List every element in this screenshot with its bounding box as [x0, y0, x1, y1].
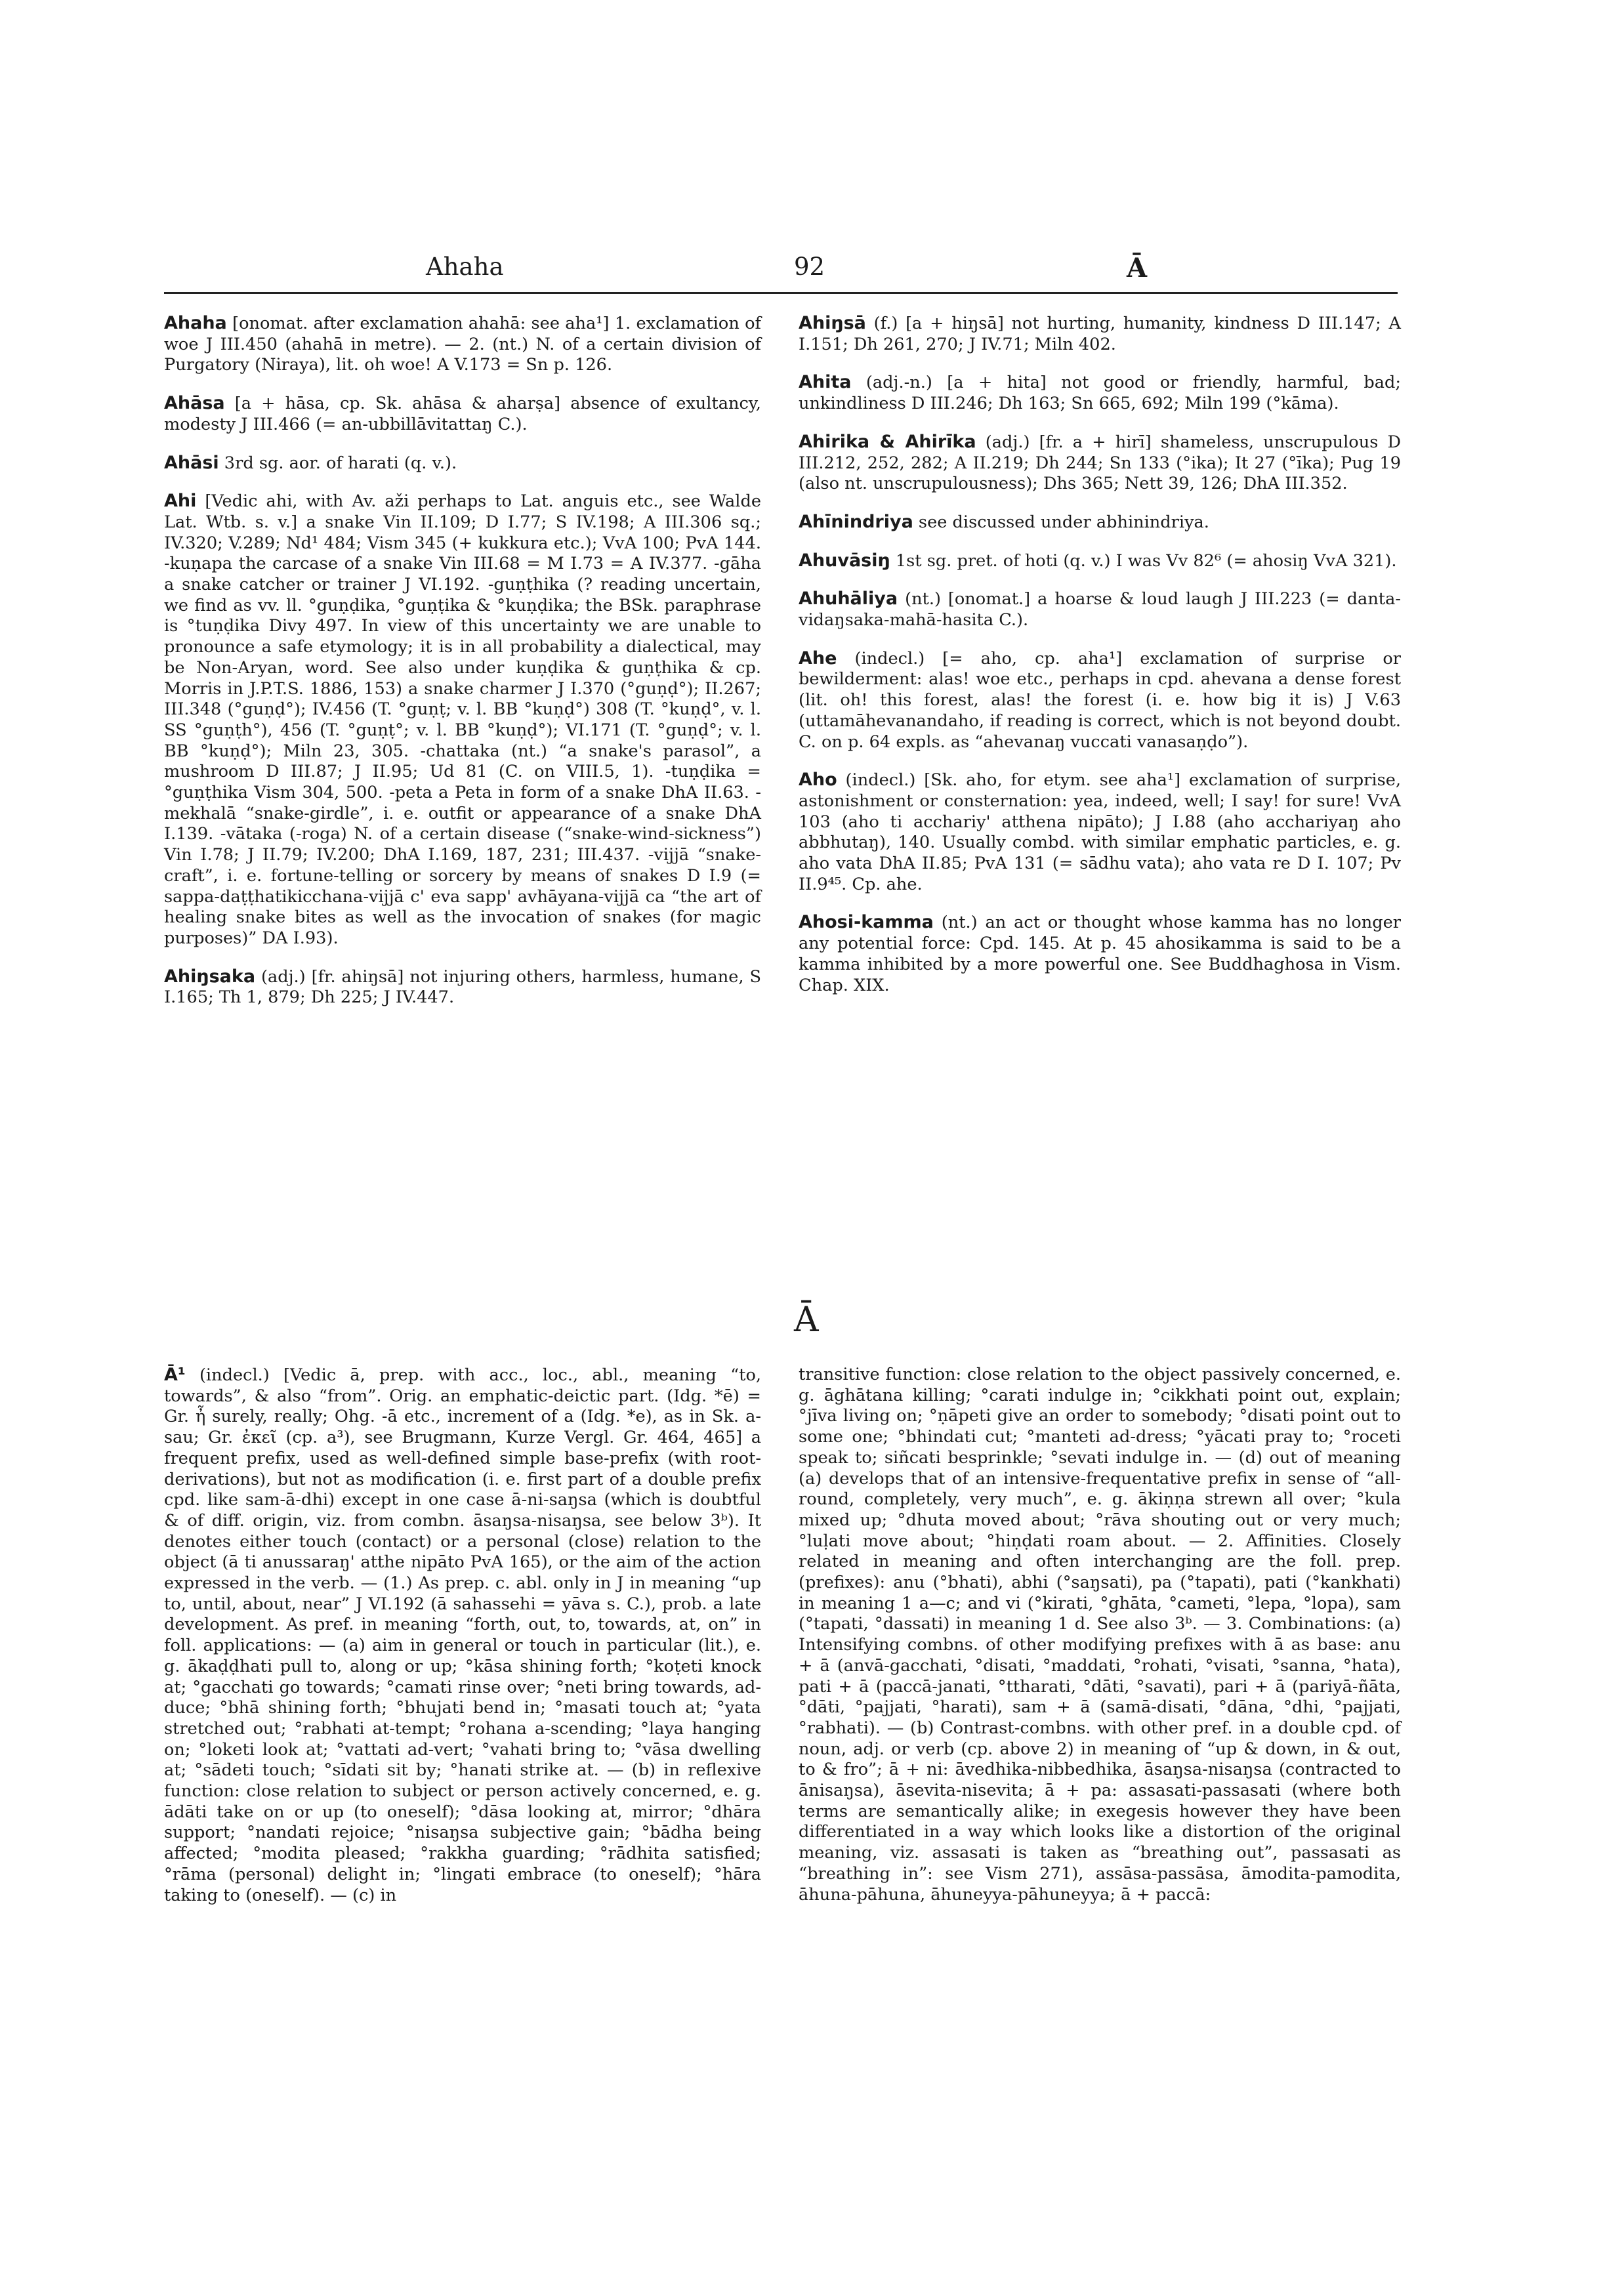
lower-left-column [164, 1365, 761, 1906]
header-rule [164, 292, 1398, 294]
entry-ahasa [164, 393, 761, 435]
entry-ahirika [799, 432, 1401, 495]
lower-right-column [799, 1365, 1401, 1905]
headword: Aho [799, 770, 837, 791]
headword: Ahita [799, 372, 852, 393]
entry-text: (adj.) [fr. a + hirī] shameless, unscrupulous D III.212, 252, 282; A II.219; Dh 244; Sn 133 (°ika); It 27 (°īka); Pug 19 (also nt. unscrupulousness); Dhs 365; Nett 39, 126; DhA III.352. [799, 432, 1401, 494]
entry-text: (nt.) [onomat.] a hoarse & loud laugh J III.223 (= danta-vidaŋsaka-mahā-hasita C.). [799, 589, 1401, 631]
entry-ahosi-kamma [799, 912, 1401, 996]
headword: Ahiŋsā [799, 313, 866, 333]
entry-a1-continued: transitive function: close relation to the object passively concerned, e. g. āghātana killing; °carati indulge in; °cikkhati point out, explain; °jīva living on; °ṇāpeti give an order to somebody; °disati point out to some one; °bhindati cut; °manteti ad-dress; °yācati pray to; °roceti speak to; siñcati besprinkle; °sevati indulge in. — (d) out of meaning (a) develops that of an intensive-frequentative prefix in sense of “all-round, completely, very much”, e. g. ākiṇṇa strewn all over; °kula mixed up; °dhuta moved about; °rāva shouting out or very much; °luḷati move about; °hiṇḍati roam about. — 2. Affinities. Closely related in meaning and often interchanging are the foll. prep. (prefixes): anu (°bhati), abhi (°saŋsati), pa (°tapati), pati (°kankhati) in meaning 1 a—c; and vi (°kirati, °ghāta, °cameti, °lepa, °lopa), sam (°tapati, °dassati) in meaning 1 d. See also 3ᵇ. — 3. Combinations: (a) Intensifying combns. of other modifying prefixes with ā as base: anu + ā (anvā-gacchati, °disati, °maddati, °rohati, °visati, °sanna, °hata), pati + ā (paccā-janati, °ttharati, °dāti, °savati), pari + ā (pariyā-ñāta, °dāti, °pajjati, °harati), sam + ā (samā-disati, °dāna, °dhi, °pajjati, °rabhati). — (b) Contrast-combns. with other pref. in a double cpd. of noun, adj. or verb (cp. above 2) in meaning of “up & down, in & out, to & fro”; ā + ni: āvedhika-nibbedhika, āsaŋsa-nisaŋsa (contracted to ānisaŋsa), āsevita-nisevita; ā + pa: assasati-passasati (where both terms are semantically alike; in exegesis however they have been differentiated in a way which looks like a distortion of the original meaning, viz. assasati is taken as “breathing out”, passasati as “breathing in”: see Vism 271), assāsa-passāsa, āmodita-pamodita, āhuna-pāhuna, āhuneyya-pāhuneyya; ā + paccā: [799, 1365, 1401, 1905]
entry-ahaha [164, 313, 761, 376]
entry-text: 1st sg. pret. of hoti (q. v.) I was Vv 82⁶ (= ahosiŋ VvA 321). [890, 550, 1397, 571]
headword: Ahi [164, 491, 197, 512]
headword: Ahīnindriya [799, 511, 913, 532]
upper-right-column [799, 313, 1401, 1013]
entry-text: [onomat. after exclamation ahahā: see aha¹] 1. exclamation of woe J III.450 (ahahā in metre). — 2. (nt.) N. of a certain division of Purgatory (Niraya), lit. oh woe! A V.173 = Sn p. 126. [164, 314, 761, 375]
headword: Ahe [799, 648, 837, 669]
entry-text: see discussed under abhinindriya. [913, 512, 1209, 532]
entry-aho [799, 770, 1401, 895]
entry-text: (nt.) an act or thought whose kamma has no longer any potential force: Cpd. 145. At p. 45 ahosikamma is said to be a kamma inhibited by a more powerful one. See Buddhaghosa in Vism. Chap. XIX. [799, 913, 1401, 995]
entry-ahinindriya [799, 512, 1401, 533]
headword: Ā¹ [164, 1365, 186, 1385]
entry-text: (f.) [a + hiŋsā] not hurting, humanity, kindness D III.147; A I.151; Dh 261, 270; J IV.71; Miln 402. [799, 314, 1401, 354]
entry-ahuhaliya [799, 589, 1401, 631]
headword: Ahuhāliya [799, 589, 898, 610]
page-number: 92 [794, 253, 825, 281]
running-head-left-word: Ahaha [426, 253, 504, 281]
entry-text: (adj.) [fr. ahiŋsā] not injuring others, harmless, humane, S I.165; Th 1, 879; Dh 225; J IV.447. [164, 966, 761, 1008]
headword: Ahuvāsiŋ [799, 550, 890, 571]
entry-text: 3rd sg. aor. of harati (q. v.). [219, 453, 457, 473]
entry-ahi [164, 491, 761, 949]
entry-ahuvasim [799, 550, 1401, 572]
section-letter-heading: Ā [794, 1300, 819, 1340]
upper-left-column [164, 313, 761, 1025]
entry-text: [a + hāsa, cp. Sk. ahāsa & aharṣa] absence of exultancy, modesty J III.466 (= an-ubbillāvitattaŋ C.). [164, 394, 761, 434]
entry-text: (indecl.) [Sk. aho, for etym. see aha¹] exclamation of surprise, astonishment or consternation: yea, indeed, well; I say! for sure! VvA 103 (aho ti acchariy' atthena nipāto); J I.88 (aho acchariyaŋ aho abbhutaŋ), 140. Usually combd. with similar emphatic particles, e. g. aho vata DhA II.85; PvA 131 (= sādhu vata); aho vata re D I. 107; Pv II.9⁴⁵. Cp. ahe. [799, 770, 1401, 894]
entry-ahita [799, 372, 1401, 414]
entry-ahasi [164, 453, 761, 474]
headword: Ahāsi [164, 452, 219, 473]
running-head-letter: Ā [1127, 253, 1148, 283]
headword: Ahosi-kamma [799, 912, 934, 933]
entry-ahe [799, 648, 1401, 753]
entry-ahimsa [799, 313, 1401, 355]
entry-ahimsaka [164, 966, 761, 1008]
entry-text: (indecl.) [= aho, cp. aha¹] exclamation of surprise or bewilderment: alas! woe etc., perhaps in cpd. ahevana a dense forest (lit. oh! this forest, alas! the forest (i. e. how big it is) J V.63 (uttamāhevanandaho, if reading is correct, which is not beyond doubt. C. on p. 64 expls. as “ahevanaŋ vuccati vanasaṇḍo”). [799, 648, 1401, 752]
entry-a1 [164, 1365, 761, 1906]
headword: Ahirika & Ahirīka [799, 431, 976, 452]
entry-text: (adj.-n.) [a + hita] not good or friendly, harmful, bad; unkindliness D III.246; Dh 163; Sn 665, 692; Miln 199 (°kāma). [799, 373, 1401, 414]
entry-text: (indecl.) [Vedic ā, prep. with acc., loc., abl., meaning “to, towards”, & also “from”. Orig. an emphatic-deictic part. (Idg. *ē) = Gr. ἦ surely, really; Ohg. -ā etc., increment of a (Idg. *e), as in Sk. a-sau; Gr. ἐκεῖ (cp. a³), see Brugmann, Kurze Vergl. Gr. 464, 465] a frequent prefix, used as well-defined simple base-prefix (with root-derivations), but not as modification (i. e. first part of a double prefix cpd. like sam-ā-dhi) except in one case ā-ni-saŋsa (which is doubtful & of diff. origin, viz. from combn. āsaŋsa-nisaŋsa, see below 3ᵇ). It denotes either touch (contact) or a personal (close) relation to the object (ā ti anussaraŋ' atthe nipāto PvA 165), or the aim of the action expressed in the verb. — (1.) As prep. c. abl. only in J in meaning “up to, until, about, near” J VI.192 (ā sahassehi = yāva s. C.), prob. a late development. As pref. in meaning “forth, out, to, towards, at, on” in foll. applications: — (a) aim in general or touch in particular (lit.), e. g. ākaḍḍhati pull to, along or up; °kāsa shining forth; °koṭeti knock at; °gacchati go towards; °camati rinse over; °neti bring towards, ad-duce; °bhā shining forth; °bhujati bend in; °masati touch at; °yata stretched out; °rabhati at-tempt; °rohana a-scending; °laya hanging on; °loketi look at; °vattati ad-vert; °vahati bring to; °vāsa dwelling at; °sādeti touch; °sīdati sit by; °hanati strike at. — (b) in reflexive function: close relation to subject or person actively concerned, e. g. ādāti take on or up (to oneself); °dāsa looking at, mirror; °dhāra support; °nandati rejoice; °nisaŋsa subjective gain; °bādha being affected; °modita pleased; °rakkha guarding; °rādhita satisfied; °rāma (personal) delight in; °lingati embrace (to oneself); °hāra taking to (oneself). — (c) in [164, 1365, 761, 1905]
headword: Ahaha [164, 313, 227, 333]
headword: Ahāsa [164, 393, 225, 414]
entry-text: [Vedic ahi, with Av. aži perhaps to Lat. anguis etc., see Walde Lat. Wtb. s. v.] a snake Vin II.109; D I.77; S IV.198; A III.306 sq.; IV.320; V.289; Nd¹ 484; Vism 345 (+ kukkura etc.); VvA 100; PvA 144. -kuṇapa the carcase of a snake Vin III.68 = M I.73 = A IV.377. -gāha a snake catcher or trainer J VI.192. -guṇṭhika (? reading uncertain, we find as vv. ll. °guṇḍika, °guṇṭika & °kuṇḍika; the BSk. paraphrase is °tuṇḍika Divy 497. In view of this uncertainty we are unable to pronounce a safe etymology; it is in all probability a dialectical, may be Non-Aryan, word. See also under kuṇḍika & guṇṭhika & cp. Morris in J.P.T.S. 1886, 153) a snake charmer J I.370 (°guṇḍ°); II.267; III.348 (°guṇḍ°); IV.456 (T. °guṇṭ; v. l. BB °kuṇḍ°) 308 (T. °kuṇḍ°, v. l. SS °guṇṭh°), 456 (T. °guṇṭ°; v. l. BB °kuṇḍ°); VI.171 (T. °guṇḍ°; v. l. BB °kuṇḍ°); Miln 23, 305. -chattaka (nt.) “a snake's parasol”, a mushroom D III.87; J II.95; Ud 81 (C. on VIII.5, 1). -tuṇḍika = °guṇṭhika Vism 304, 500. -peta a Peta in form of a snake DhA II.63. -mekhalā “snake-girdle”, i. e. outfit or appearance of a snake DhA I.139. -vātaka (-roga) N. of a certain disease (“snake-wind-sickness”) Vin I.78; J II.79; IV.200; DhA I.169, 187, 231; III.437. -vijjā “snake-craft”, i. e. fortune-telling or sorcery by means of snakes D I.9 (= sappa-daṭṭhatikicchana-vijjā c' eva sapp' avhāyana-vijjā ca “the art of healing snake bites as well as the invocation of snakes (for magic purposes)” DA I.93). [164, 491, 761, 948]
headword: Ahiŋsaka [164, 966, 256, 987]
